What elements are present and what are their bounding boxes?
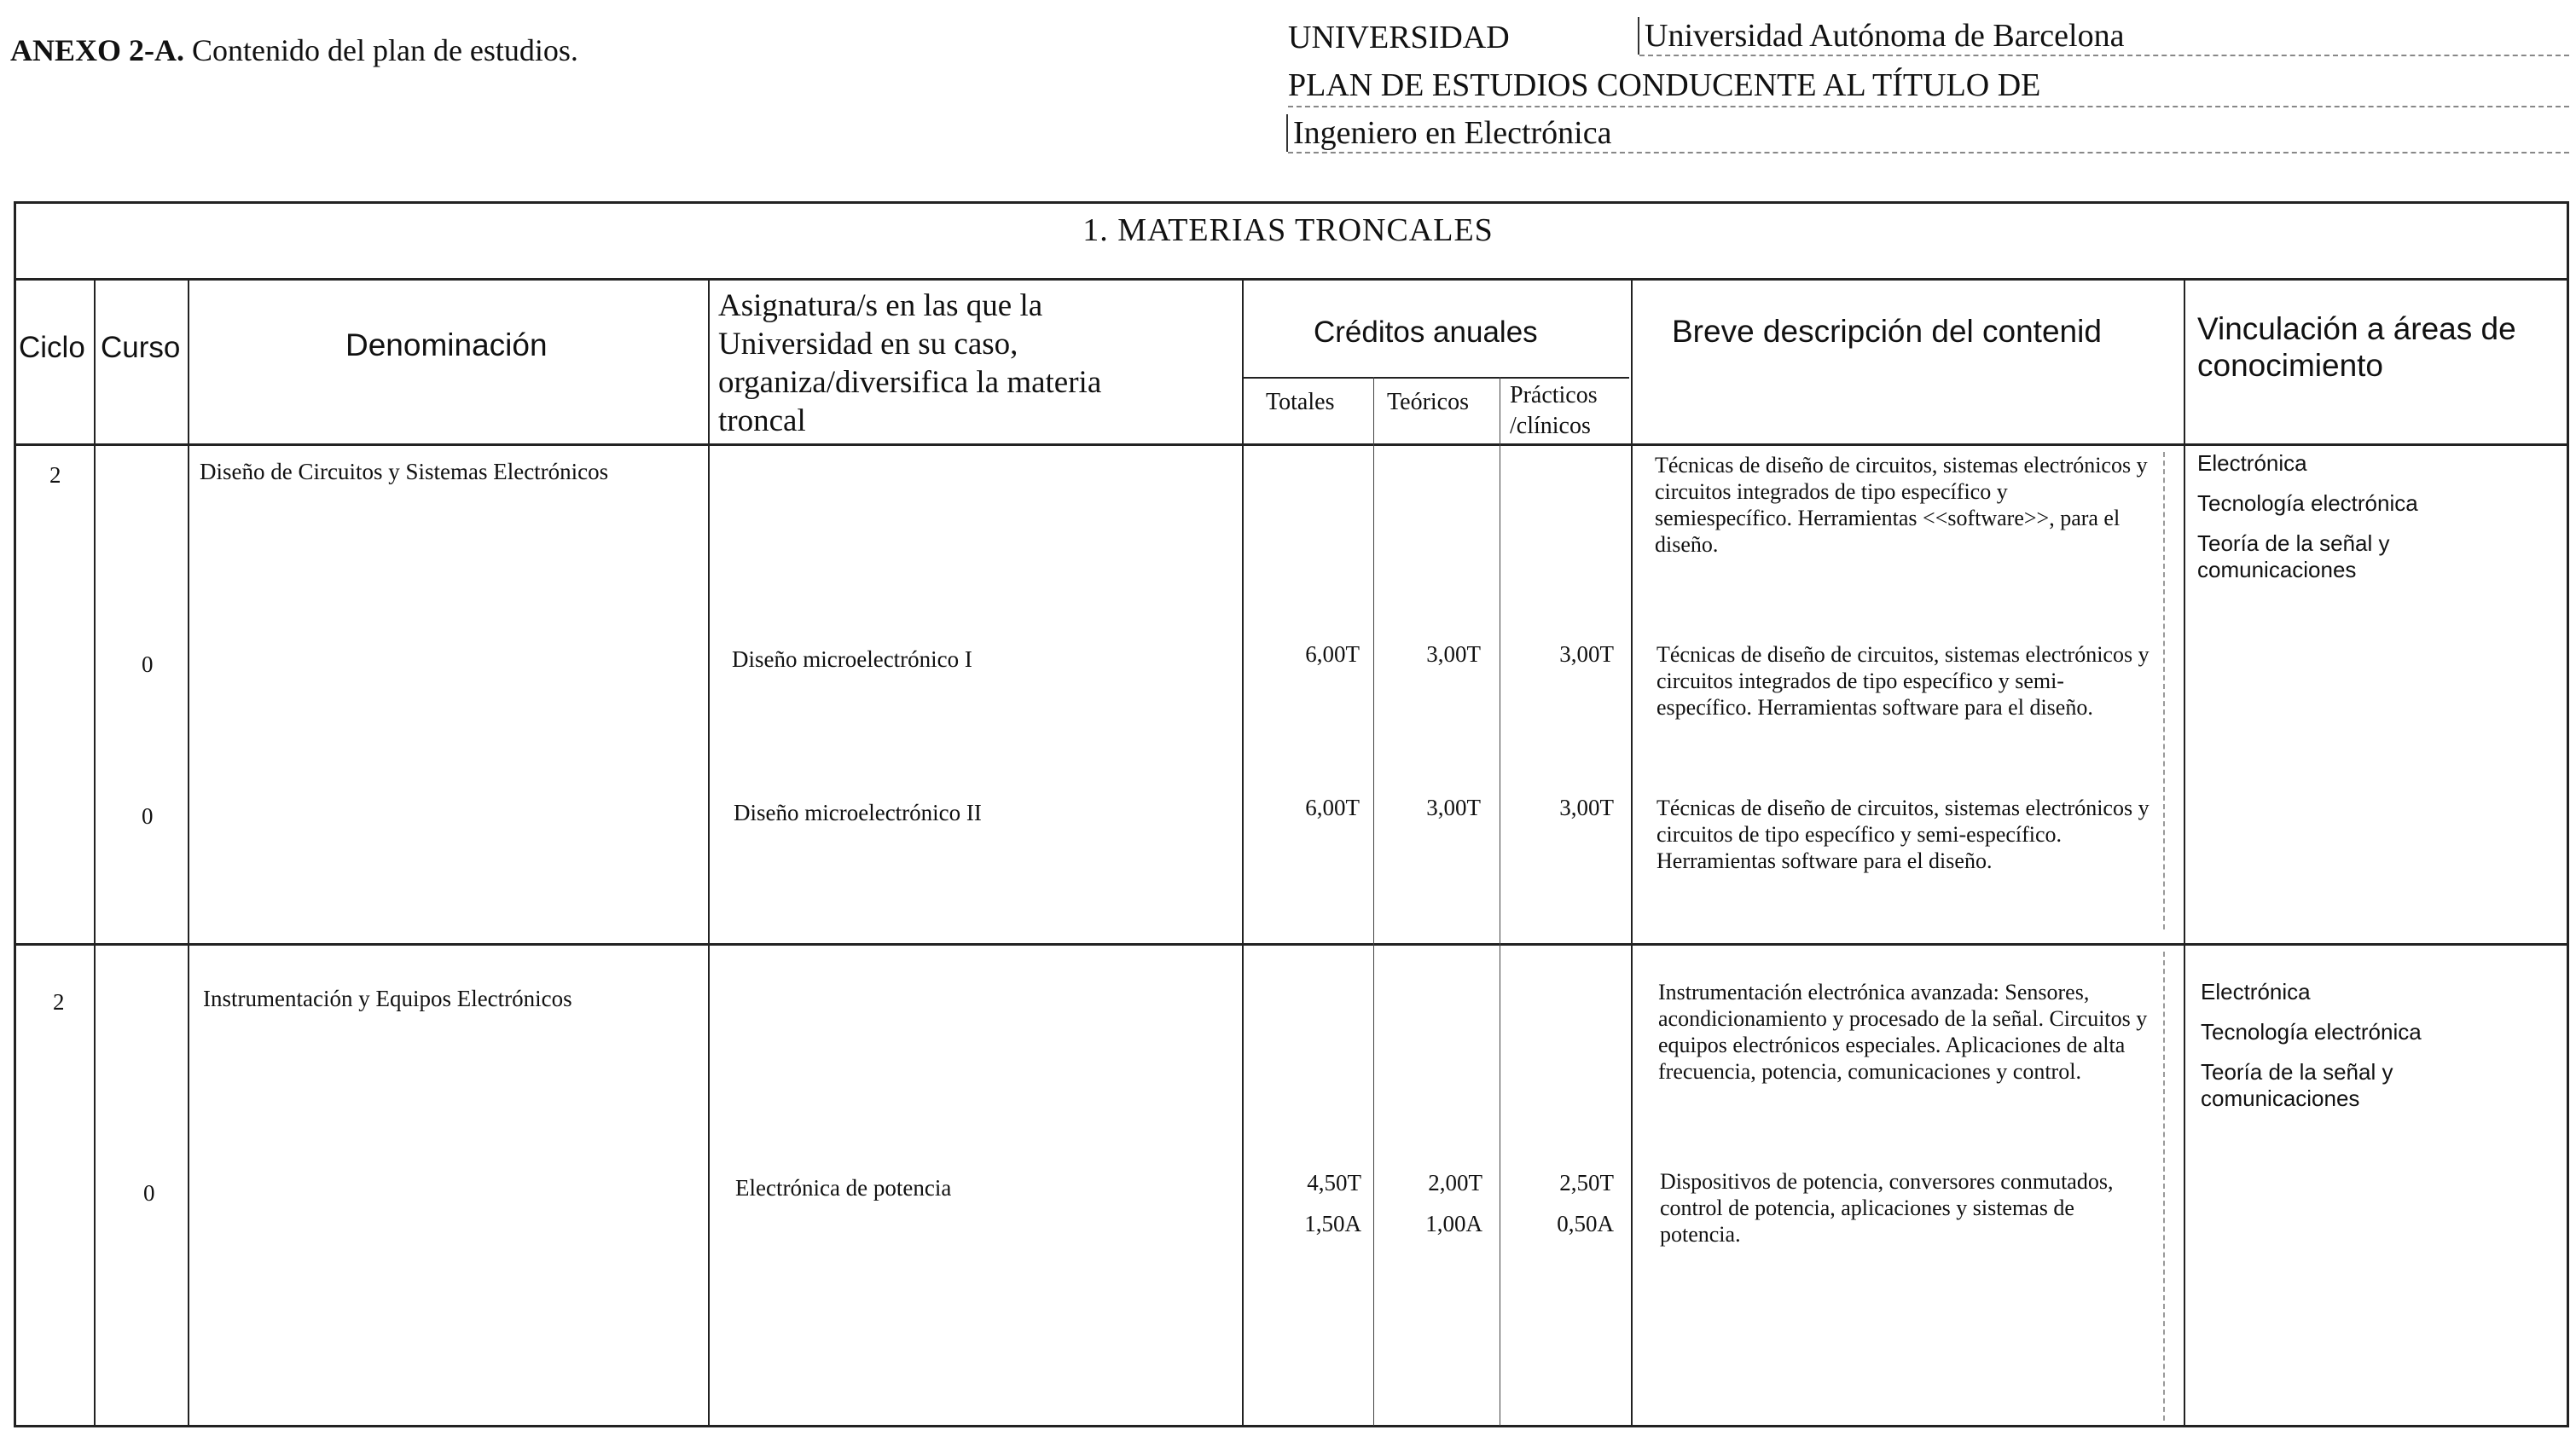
group-denominacion: Instrumentación y Equipos Electrónicos <box>203 986 572 1011</box>
annex-heading <box>10 32 578 68</box>
subject-practicos: 3,00T <box>1559 795 1614 820</box>
group-descripcion: Técnicas de diseño de circuitos, sistemas electrónicos y circuitos integrados de tipo específico y semiespecífico. Herramientas <<software>>, para el diseño. <box>1655 453 2148 557</box>
university-value: Universidad Autónoma de Barcelona <box>1638 17 2124 55</box>
area-item: Tecnología electrónica <box>2201 1019 2422 1045</box>
subject-curso: 0 <box>142 803 154 829</box>
group-descripcion: Instrumentación electrónica avanzada: Sensores, acondicionamiento y procesado de la señal. Circuitos y equipos electrónicos especiales. Aplicaciones de alta frecuencia, potencia, comunicaciones y control. <box>1658 980 2148 1084</box>
subject-practicos: 3,00T <box>1559 641 1614 667</box>
col-practicos-line2: /clínicos <box>1510 413 1591 439</box>
group-areas <box>2197 450 2556 583</box>
area-item: Electrónica <box>2197 450 2307 476</box>
subject-totales: 4,50T <box>1307 1170 1361 1196</box>
area-item: Teoría de la señal y comunicaciones <box>2197 530 2390 582</box>
desc-margin-dash <box>2163 452 2165 929</box>
subject-teoricos-a: 1,00A <box>1425 1211 1482 1236</box>
col-divider-ciclo <box>94 278 96 1426</box>
col-denominacion: Denominación <box>345 327 548 362</box>
group-divider-rule <box>14 943 2569 946</box>
col-asignatura-line3: organiza/diversifica la materia <box>718 365 1102 400</box>
section-title: 1. MATERIAS TRONCALES <box>1082 212 1494 248</box>
degree-value: Ingeniero en Electrónica <box>1286 114 1611 152</box>
col-creditos: Créditos anuales <box>1314 316 1538 349</box>
subject-teoricos: 3,00T <box>1426 795 1481 820</box>
col-asignatura <box>718 287 1101 440</box>
col-vinculacion-line2: conocimiento <box>2197 348 2384 383</box>
col-divider-denominacion <box>708 278 710 1426</box>
subject-totales-a: 1,50A <box>1304 1211 1361 1236</box>
col-curso: Curso <box>101 331 181 364</box>
col-descripcion: Breve descripción del contenid <box>1672 314 2102 349</box>
col-asignatura-line2: Universidad en su caso, <box>718 327 1018 362</box>
subject-teoricos: 2,00T <box>1428 1170 1482 1196</box>
col-practicos <box>1510 380 1598 442</box>
col-divider-curso <box>188 278 189 1426</box>
col-asignatura-line4: troncal <box>718 403 806 438</box>
col-divider-descripcion <box>2184 278 2185 1426</box>
subject-practicos: 2,50T <box>1559 1170 1614 1196</box>
col-asignatura-line1: Asignatura/s en las que la <box>718 288 1043 323</box>
credits-subheader-rule <box>1242 377 1629 379</box>
subject-practicos-a: 0,50A <box>1557 1211 1614 1236</box>
subject-descripcion: Dispositivos de potencia, conversores conmutados, control de potencia, aplicaciones y sistemas de potencia. <box>1660 1169 2114 1247</box>
plan-underline <box>1288 106 2569 107</box>
desc-margin-dash-2 <box>2163 952 2165 1421</box>
col-divider-asignatura <box>1242 278 1244 1426</box>
group-denominacion: Diseño de Circuitos y Sistemas Electrónicos <box>200 459 609 484</box>
subject-descripcion: Técnicas de diseño de circuitos, sistemas electrónicos y circuitos de tipo específico y semi-específico. Herramientas software para el diseño. <box>1656 796 2150 873</box>
group-ciclo: 2 <box>49 462 61 488</box>
subject-teoricos: 3,00T <box>1426 641 1481 667</box>
university-underline <box>1639 55 2569 56</box>
subject-asignatura: Electrónica de potencia <box>735 1175 952 1201</box>
col-ciclo: Ciclo <box>19 331 85 364</box>
col-divider-creditos <box>1631 278 1633 1426</box>
subject-asignatura: Diseño microelectrónico I <box>732 646 972 672</box>
subject-totales: 6,00T <box>1305 795 1360 820</box>
plan-title: PLAN DE ESTUDIOS CONDUCENTE AL TÍTULO DE <box>1288 67 2041 103</box>
col-totales: Totales <box>1266 389 1335 415</box>
area-item: Tecnología electrónica <box>2197 490 2418 516</box>
col-practicos-line1: Prácticos <box>1510 382 1598 408</box>
section-title-rule <box>14 278 2569 281</box>
subject-curso: 0 <box>142 651 154 677</box>
col-vinculacion-line1: Vinculación a áreas de <box>2197 311 2516 346</box>
subject-totales: 6,00T <box>1305 641 1360 667</box>
area-item: Teoría de la señal y comunicaciones <box>2201 1059 2393 1111</box>
annex-title: Contenido del plan de estudios. <box>192 33 578 67</box>
header-bottom-rule <box>14 443 2569 446</box>
col-vinculacion <box>2197 310 2516 384</box>
subject-asignatura: Diseño microelectrónico II <box>734 800 982 825</box>
university-label: UNIVERSIDAD <box>1288 20 1510 55</box>
col-teoricos: Teóricos <box>1387 389 1470 415</box>
annex-number: ANEXO 2-A. <box>10 33 184 67</box>
col-divider-totales <box>1373 377 1374 1426</box>
group-ciclo: 2 <box>53 989 65 1015</box>
subject-curso: 0 <box>143 1180 155 1206</box>
area-item: Electrónica <box>2201 979 2311 1004</box>
degree-underline <box>1288 152 2569 153</box>
group-areas <box>2201 979 2559 1112</box>
subject-descripcion: Técnicas de diseño de circuitos, sistemas electrónicos y circuitos integrados de tipo específico y semi-específico. Herramientas software para el diseño. <box>1656 642 2150 720</box>
